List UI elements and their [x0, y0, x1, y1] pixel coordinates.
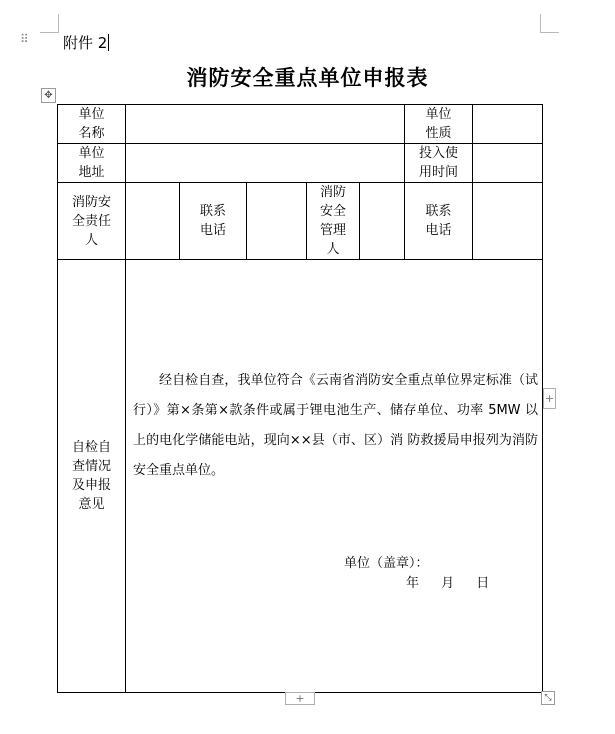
table-row — [58, 105, 543, 144]
seal-label: 单位（盖章）： — [344, 556, 429, 571]
unit-address-input[interactable] — [126, 144, 405, 183]
document-title: 消防安全重点单位申报表 — [186, 66, 429, 90]
drag-handle-icon[interactable]: ⠿ — [20, 32, 30, 46]
declaration-statement: 经自检自查，我单位符合《云南省消防安全重点单位界定标准（试行）》第×条第×款条件或属于锂电池生产、储存单位、功率 5MW 以上的电化学储能电站，现向××县（市、区）消 防救援局申报列为消防安全重点单位。 — [133, 373, 539, 478]
fire-manager-label: 消防 安全 管理 人 — [307, 183, 360, 260]
page-corner-top-right — [540, 14, 559, 33]
unit-address-label: 单位 地址 — [58, 144, 126, 183]
contact-phone-input[interactable] — [247, 183, 307, 260]
table-row — [58, 144, 543, 183]
fire-responsible-label: 消防安 全责任 人 — [58, 183, 126, 260]
resize-icon[interactable]: ⤡ — [541, 691, 555, 705]
table-row — [58, 183, 543, 260]
date-label: 年 月 日 — [406, 576, 490, 591]
fire-responsible-input[interactable] — [126, 183, 180, 260]
contact-phone-label: 联系 电话 — [180, 183, 247, 260]
table-row — [58, 260, 543, 693]
unit-name-input[interactable] — [126, 105, 405, 144]
self-check-opinion-cell[interactable] — [126, 260, 543, 693]
unit-nature-input[interactable] — [473, 105, 543, 144]
in-use-time-label: 投入使 用时间 — [405, 144, 473, 183]
page-corner-top-left — [40, 14, 59, 33]
text-cursor — [108, 34, 109, 51]
unit-name-label: 单位 名称 — [58, 105, 126, 144]
contact-phone-label-2: 联系 电话 — [405, 183, 473, 260]
attachment-label[interactable]: 附件 2 — [63, 34, 108, 52]
table-move-icon[interactable]: ✥ — [41, 88, 56, 103]
add-row-icon[interactable]: + — [543, 388, 556, 409]
contact-phone-input-2[interactable] — [473, 183, 543, 260]
unit-nature-label: 单位 性质 — [405, 105, 473, 144]
application-form-table — [57, 104, 543, 693]
self-check-label: 自检自 查情况 及申报 意见 — [58, 260, 126, 693]
fire-manager-input[interactable] — [360, 183, 405, 260]
add-column-icon[interactable]: + — [285, 692, 315, 705]
in-use-time-input[interactable] — [473, 144, 543, 183]
